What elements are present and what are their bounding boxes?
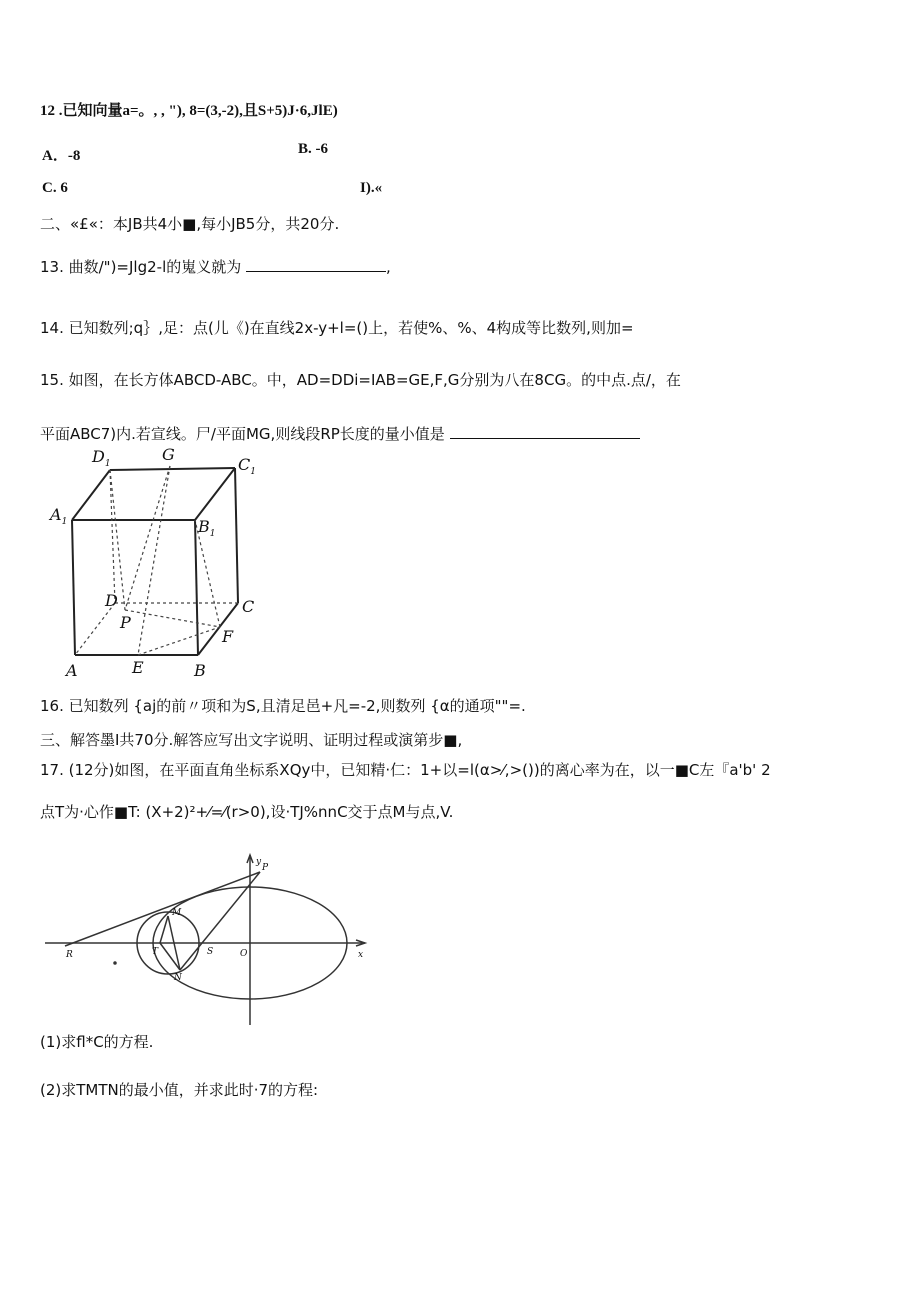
label-y: y bbox=[256, 857, 262, 867]
question-13-text: 13. 曲数/")=Jlg2-l的嵬义就为 bbox=[40, 258, 242, 276]
label-c1-sub: 1 bbox=[250, 467, 256, 477]
question-13 bbox=[40, 257, 880, 277]
answer-blank bbox=[450, 424, 640, 439]
edge-d1c1 bbox=[110, 468, 235, 470]
label-d1-sub: 1 bbox=[104, 459, 111, 469]
svg-text:C1 bbox=[238, 455, 256, 477]
label-b: B bbox=[194, 661, 206, 680]
q12-option-d: I).« bbox=[360, 180, 383, 196]
svg-text:B1 bbox=[197, 517, 216, 539]
label-e: E bbox=[132, 658, 144, 677]
label-c1: C bbox=[238, 455, 251, 474]
q12-option-a: A．-8 bbox=[42, 148, 81, 164]
label-a1-sub: 1 bbox=[61, 517, 68, 527]
label-t: T bbox=[152, 947, 159, 957]
label-r: R bbox=[66, 950, 73, 960]
stray-dot bbox=[114, 962, 116, 964]
question-17-line-1: 17. (12分)如图，在平面直角坐标系XQy中，已知精·仁：1+以=l(α>⁄,>())的离心率为在，以一■C左『a'b' 2 bbox=[40, 761, 771, 779]
svg-text:A1 bbox=[48, 505, 67, 527]
sub-question-2: (2)求TMTN的最小值，并求此时·7的方程: bbox=[40, 1081, 319, 1099]
label-x: x bbox=[358, 950, 364, 960]
label-n: N bbox=[174, 973, 182, 983]
label-p: P bbox=[262, 863, 269, 873]
label-p: P bbox=[120, 613, 131, 632]
question-12: 12 .已知向量a=。, , "), 8=(3,-2),且S+5)J·6,JlE) bbox=[40, 103, 338, 119]
answer-blank bbox=[246, 257, 386, 272]
label-m: M bbox=[172, 908, 182, 918]
q12-option-b: B. -6 bbox=[298, 141, 328, 157]
label-b1-sub: 1 bbox=[209, 529, 216, 539]
question-17-line-2: 点T为·心作■T: (X+2)²+⁄=⁄(r>0),设·TJ%nnC交于点M与点,V. bbox=[40, 803, 454, 821]
label-b1: B bbox=[198, 517, 210, 536]
edge-d1a1 bbox=[72, 470, 110, 520]
question-15-line-2-text: 平面ABC7)内.若宣线。尸/平面MG,则线段RP长度的量小值是 bbox=[40, 425, 445, 443]
segment-fb1 bbox=[195, 520, 220, 627]
label-a: A bbox=[66, 661, 78, 680]
label-c: C bbox=[242, 597, 255, 616]
label-d1: D bbox=[92, 447, 105, 466]
question-13-tail: , bbox=[386, 258, 391, 276]
section-2-heading: 二、«£«：本JB共4小■,每小JB5分，共20分. bbox=[40, 215, 340, 233]
segment-gp bbox=[125, 466, 170, 610]
segment-pf bbox=[125, 610, 220, 627]
label-f: F bbox=[222, 627, 234, 646]
ellipse-figure bbox=[40, 850, 385, 1030]
question-14: 14. 已知数列;q｝,足：点(儿《)在直线2x-y+l=()上，若使%、%、4构成等比数列,则加= bbox=[40, 319, 634, 337]
label-a1: A bbox=[50, 505, 62, 524]
edge-a1a bbox=[72, 520, 75, 655]
segment-d1p bbox=[110, 470, 125, 610]
edge-c1c bbox=[235, 468, 238, 603]
edge-c1b1 bbox=[195, 468, 235, 520]
svg-text:D1 bbox=[91, 447, 111, 469]
label-d: D bbox=[105, 591, 118, 610]
cuboid-figure bbox=[30, 440, 280, 685]
label-o: O bbox=[240, 949, 248, 959]
section-3-heading: 三、解答墨I共70分.解答应写出文字说明、证明过程或演第步■, bbox=[40, 731, 463, 749]
segment-ge bbox=[138, 466, 170, 655]
question-15-line-1: 15. 如图，在长方体ABCD-ABC。中，AD=DDi=IAB=GE,F,G分别为八在8CG。的中点.点/，在 bbox=[40, 371, 681, 389]
edge-da bbox=[75, 603, 115, 655]
sub-question-1: (1)求fl*C的方程. bbox=[40, 1033, 154, 1051]
label-s: S bbox=[207, 947, 214, 957]
question-16: 16. 已知数列 {aj的前〃项和为S,且清足邑+凡=-2,则数列 {α的通项""=. bbox=[40, 697, 526, 715]
label-g: G bbox=[162, 445, 175, 464]
q12-option-c: C. 6 bbox=[42, 180, 68, 196]
